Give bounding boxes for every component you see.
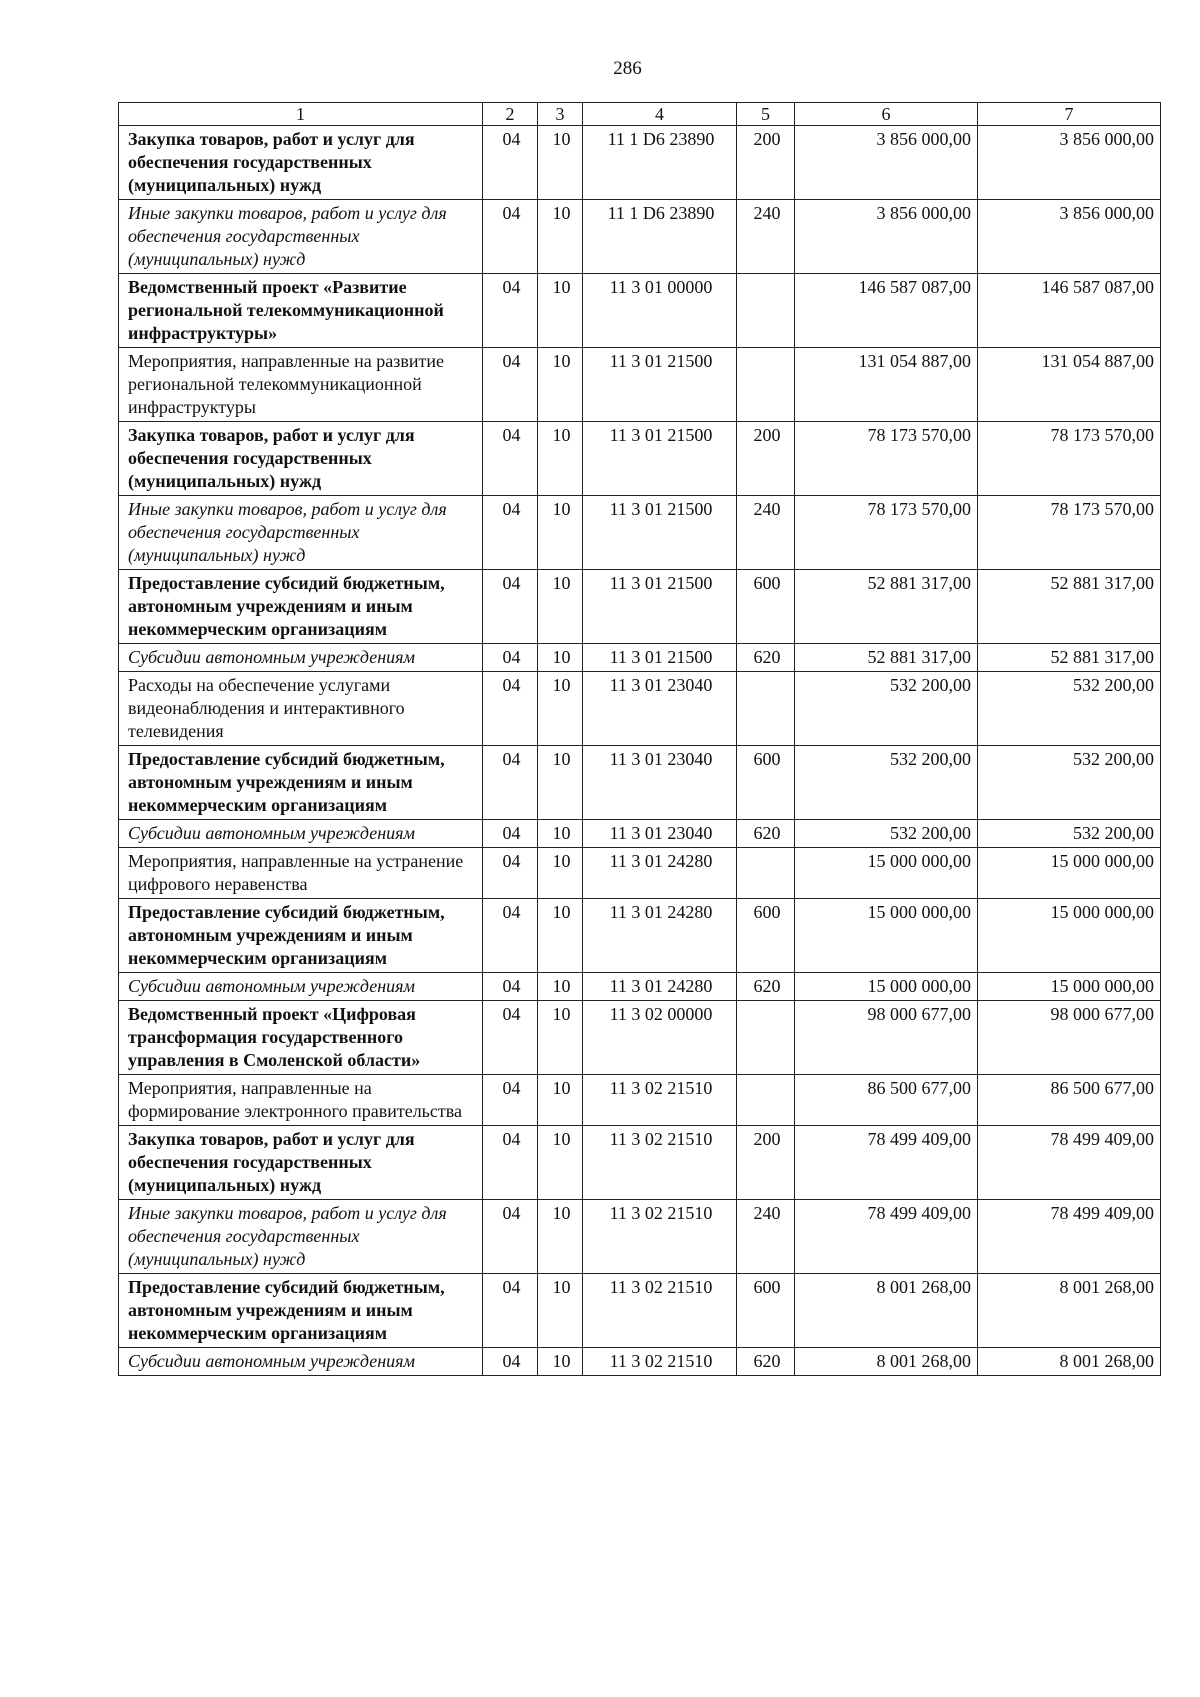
row-section: 04 [483, 973, 538, 1001]
row-name: Ведомственный проект «Развитие региональной телекоммуникационной инфраструктуры» [119, 274, 483, 348]
row-target-code: 11 3 01 21500 [583, 348, 737, 422]
row-expense-type: 600 [737, 1274, 795, 1348]
row-section: 04 [483, 1348, 538, 1376]
row-expense-type: 240 [737, 1200, 795, 1274]
row-name: Закупка товаров, работ и услуг для обеспечения государственных (муниципальных) нужд [119, 1126, 483, 1200]
row-name: Предоставление субсидий бюджетным, автономным учреждениям и иным некоммерческим организациям [119, 746, 483, 820]
row-amount-2: 8 001 268,00 [978, 1348, 1161, 1376]
row-section: 04 [483, 899, 538, 973]
row-target-code: 11 1 D6 23890 [583, 126, 737, 200]
row-target-code: 11 3 01 24280 [583, 973, 737, 1001]
row-amount-2: 15 000 000,00 [978, 899, 1161, 973]
row-expense-type: 600 [737, 746, 795, 820]
row-amount-1: 15 000 000,00 [795, 848, 978, 899]
row-expense-type: 200 [737, 422, 795, 496]
row-name: Иные закупки товаров, работ и услуг для обеспечения государственных (муниципальных) нужд [119, 496, 483, 570]
row-amount-2: 52 881 317,00 [978, 644, 1161, 672]
row-amount-1: 78 173 570,00 [795, 496, 978, 570]
row-section: 04 [483, 348, 538, 422]
row-subsection: 10 [538, 848, 583, 899]
header-col-1: 1 [119, 103, 483, 126]
row-amount-2: 52 881 317,00 [978, 570, 1161, 644]
row-name: Ведомственный проект «Цифровая трансформация государственного управления в Смоленской области» [119, 1001, 483, 1075]
row-target-code: 11 3 02 21510 [583, 1274, 737, 1348]
row-subsection: 10 [538, 1075, 583, 1126]
header-col-4: 4 [583, 103, 737, 126]
table-row [119, 644, 1161, 672]
row-section: 04 [483, 1075, 538, 1126]
row-amount-2: 78 499 409,00 [978, 1126, 1161, 1200]
row-amount-1: 52 881 317,00 [795, 570, 978, 644]
row-amount-2: 532 200,00 [978, 820, 1161, 848]
table-row [119, 1126, 1161, 1200]
row-name: Мероприятия, направленные на развитие региональной телекоммуникационной инфраструктуры [119, 348, 483, 422]
row-amount-1: 78 499 409,00 [795, 1126, 978, 1200]
row-target-code: 11 3 01 00000 [583, 274, 737, 348]
row-amount-2: 78 173 570,00 [978, 422, 1161, 496]
table-row [119, 899, 1161, 973]
header-row [119, 103, 1161, 126]
header-col-7: 7 [978, 103, 1161, 126]
row-section: 04 [483, 820, 538, 848]
table-row [119, 422, 1161, 496]
row-amount-2: 532 200,00 [978, 746, 1161, 820]
row-expense-type [737, 1075, 795, 1126]
row-target-code: 11 3 01 24280 [583, 848, 737, 899]
row-amount-1: 532 200,00 [795, 820, 978, 848]
row-target-code: 11 3 02 00000 [583, 1001, 737, 1075]
table-row [119, 200, 1161, 274]
row-section: 04 [483, 672, 538, 746]
row-amount-2: 532 200,00 [978, 672, 1161, 746]
row-target-code: 11 3 01 21500 [583, 496, 737, 570]
row-section: 04 [483, 274, 538, 348]
row-expense-type: 620 [737, 973, 795, 1001]
row-section: 04 [483, 126, 538, 200]
row-target-code: 11 1 D6 23890 [583, 200, 737, 274]
row-name: Закупка товаров, работ и услуг для обеспечения государственных (муниципальных) нужд [119, 126, 483, 200]
row-expense-type: 200 [737, 126, 795, 200]
row-amount-2: 3 856 000,00 [978, 200, 1161, 274]
row-name: Субсидии автономным учреждениям [119, 820, 483, 848]
row-amount-2: 78 499 409,00 [978, 1200, 1161, 1274]
header-col-2: 2 [483, 103, 538, 126]
row-expense-type [737, 848, 795, 899]
table-row [119, 1274, 1161, 1348]
row-expense-type [737, 1001, 795, 1075]
row-section: 04 [483, 422, 538, 496]
row-subsection: 10 [538, 644, 583, 672]
table-row [119, 672, 1161, 746]
row-name: Предоставление субсидий бюджетным, автономным учреждениям и иным некоммерческим организациям [119, 570, 483, 644]
row-amount-1: 78 499 409,00 [795, 1200, 978, 1274]
table-row [119, 1348, 1161, 1376]
row-target-code: 11 3 01 21500 [583, 644, 737, 672]
row-amount-2: 15 000 000,00 [978, 973, 1161, 1001]
row-amount-1: 15 000 000,00 [795, 973, 978, 1001]
row-target-code: 11 3 01 23040 [583, 820, 737, 848]
row-amount-1: 98 000 677,00 [795, 1001, 978, 1075]
table-row [119, 746, 1161, 820]
row-section: 04 [483, 1126, 538, 1200]
row-amount-1: 52 881 317,00 [795, 644, 978, 672]
budget-table [118, 102, 1161, 1376]
row-amount-1: 131 054 887,00 [795, 348, 978, 422]
row-subsection: 10 [538, 746, 583, 820]
row-section: 04 [483, 848, 538, 899]
row-subsection: 10 [538, 200, 583, 274]
row-name: Иные закупки товаров, работ и услуг для обеспечения государственных (муниципальных) нужд [119, 200, 483, 274]
table-row [119, 274, 1161, 348]
row-subsection: 10 [538, 672, 583, 746]
row-amount-2: 146 587 087,00 [978, 274, 1161, 348]
row-subsection: 10 [538, 348, 583, 422]
row-expense-type: 620 [737, 820, 795, 848]
row-subsection: 10 [538, 1200, 583, 1274]
row-subsection: 10 [538, 1348, 583, 1376]
row-amount-2: 98 000 677,00 [978, 1001, 1161, 1075]
row-expense-type: 620 [737, 644, 795, 672]
row-target-code: 11 3 01 21500 [583, 422, 737, 496]
row-subsection: 10 [538, 126, 583, 200]
row-expense-type [737, 348, 795, 422]
row-amount-2: 15 000 000,00 [978, 848, 1161, 899]
row-section: 04 [483, 1001, 538, 1075]
table-body [119, 126, 1161, 1376]
row-subsection: 10 [538, 1126, 583, 1200]
table-row [119, 1075, 1161, 1126]
row-amount-2: 131 054 887,00 [978, 348, 1161, 422]
row-expense-type [737, 672, 795, 746]
row-subsection: 10 [538, 496, 583, 570]
row-amount-1: 3 856 000,00 [795, 126, 978, 200]
row-subsection: 10 [538, 1001, 583, 1075]
row-amount-2: 86 500 677,00 [978, 1075, 1161, 1126]
table-row [119, 348, 1161, 422]
row-amount-1: 86 500 677,00 [795, 1075, 978, 1126]
row-target-code: 11 3 02 21510 [583, 1200, 737, 1274]
row-section: 04 [483, 1200, 538, 1274]
row-target-code: 11 3 01 21500 [583, 570, 737, 644]
row-expense-type: 240 [737, 200, 795, 274]
row-subsection: 10 [538, 899, 583, 973]
table-row [119, 1001, 1161, 1075]
row-amount-2: 78 173 570,00 [978, 496, 1161, 570]
row-expense-type: 600 [737, 899, 795, 973]
row-amount-1: 8 001 268,00 [795, 1274, 978, 1348]
table-row [119, 973, 1161, 1001]
row-target-code: 11 3 02 21510 [583, 1075, 737, 1126]
row-section: 04 [483, 746, 538, 820]
row-expense-type: 620 [737, 1348, 795, 1376]
table-row [119, 848, 1161, 899]
row-target-code: 11 3 01 24280 [583, 899, 737, 973]
row-amount-2: 3 856 000,00 [978, 126, 1161, 200]
row-target-code: 11 3 02 21510 [583, 1126, 737, 1200]
row-amount-1: 8 001 268,00 [795, 1348, 978, 1376]
table-row [119, 820, 1161, 848]
row-name: Иные закупки товаров, работ и услуг для обеспечения государственных (муниципальных) нужд [119, 1200, 483, 1274]
row-subsection: 10 [538, 570, 583, 644]
table-row [119, 570, 1161, 644]
row-expense-type: 240 [737, 496, 795, 570]
row-name: Закупка товаров, работ и услуг для обеспечения государственных (муниципальных) нужд [119, 422, 483, 496]
row-expense-type: 600 [737, 570, 795, 644]
row-expense-type [737, 274, 795, 348]
table-row [119, 496, 1161, 570]
row-section: 04 [483, 1274, 538, 1348]
row-amount-2: 8 001 268,00 [978, 1274, 1161, 1348]
row-amount-1: 532 200,00 [795, 746, 978, 820]
row-name: Субсидии автономным учреждениям [119, 644, 483, 672]
row-amount-1: 15 000 000,00 [795, 899, 978, 973]
row-target-code: 11 3 01 23040 [583, 672, 737, 746]
row-name: Мероприятия, направленные на формирование электронного правительства [119, 1075, 483, 1126]
header-col-6: 6 [795, 103, 978, 126]
row-name: Предоставление субсидий бюджетным, автономным учреждениям и иным некоммерческим организациям [119, 1274, 483, 1348]
row-section: 04 [483, 200, 538, 274]
row-subsection: 10 [538, 274, 583, 348]
row-section: 04 [483, 496, 538, 570]
row-name: Субсидии автономным учреждениям [119, 1348, 483, 1376]
row-section: 04 [483, 644, 538, 672]
table-header [119, 103, 1161, 126]
row-subsection: 10 [538, 1274, 583, 1348]
row-section: 04 [483, 570, 538, 644]
header-col-5: 5 [737, 103, 795, 126]
row-amount-1: 146 587 087,00 [795, 274, 978, 348]
table-row [119, 126, 1161, 200]
row-target-code: 11 3 01 23040 [583, 746, 737, 820]
row-name: Расходы на обеспечение услугами видеонаблюдения и интерактивного телевидения [119, 672, 483, 746]
table-row [119, 1200, 1161, 1274]
row-subsection: 10 [538, 820, 583, 848]
header-col-3: 3 [538, 103, 583, 126]
page-number: 286 [613, 58, 642, 79]
row-target-code: 11 3 02 21510 [583, 1348, 737, 1376]
row-amount-1: 78 173 570,00 [795, 422, 978, 496]
row-name: Предоставление субсидий бюджетным, автономным учреждениям и иным некоммерческим организациям [119, 899, 483, 973]
row-name: Мероприятия, направленные на устранение цифрового неравенства [119, 848, 483, 899]
row-subsection: 10 [538, 422, 583, 496]
row-amount-1: 532 200,00 [795, 672, 978, 746]
row-subsection: 10 [538, 973, 583, 1001]
row-expense-type: 200 [737, 1126, 795, 1200]
row-name: Субсидии автономным учреждениям [119, 973, 483, 1001]
row-amount-1: 3 856 000,00 [795, 200, 978, 274]
